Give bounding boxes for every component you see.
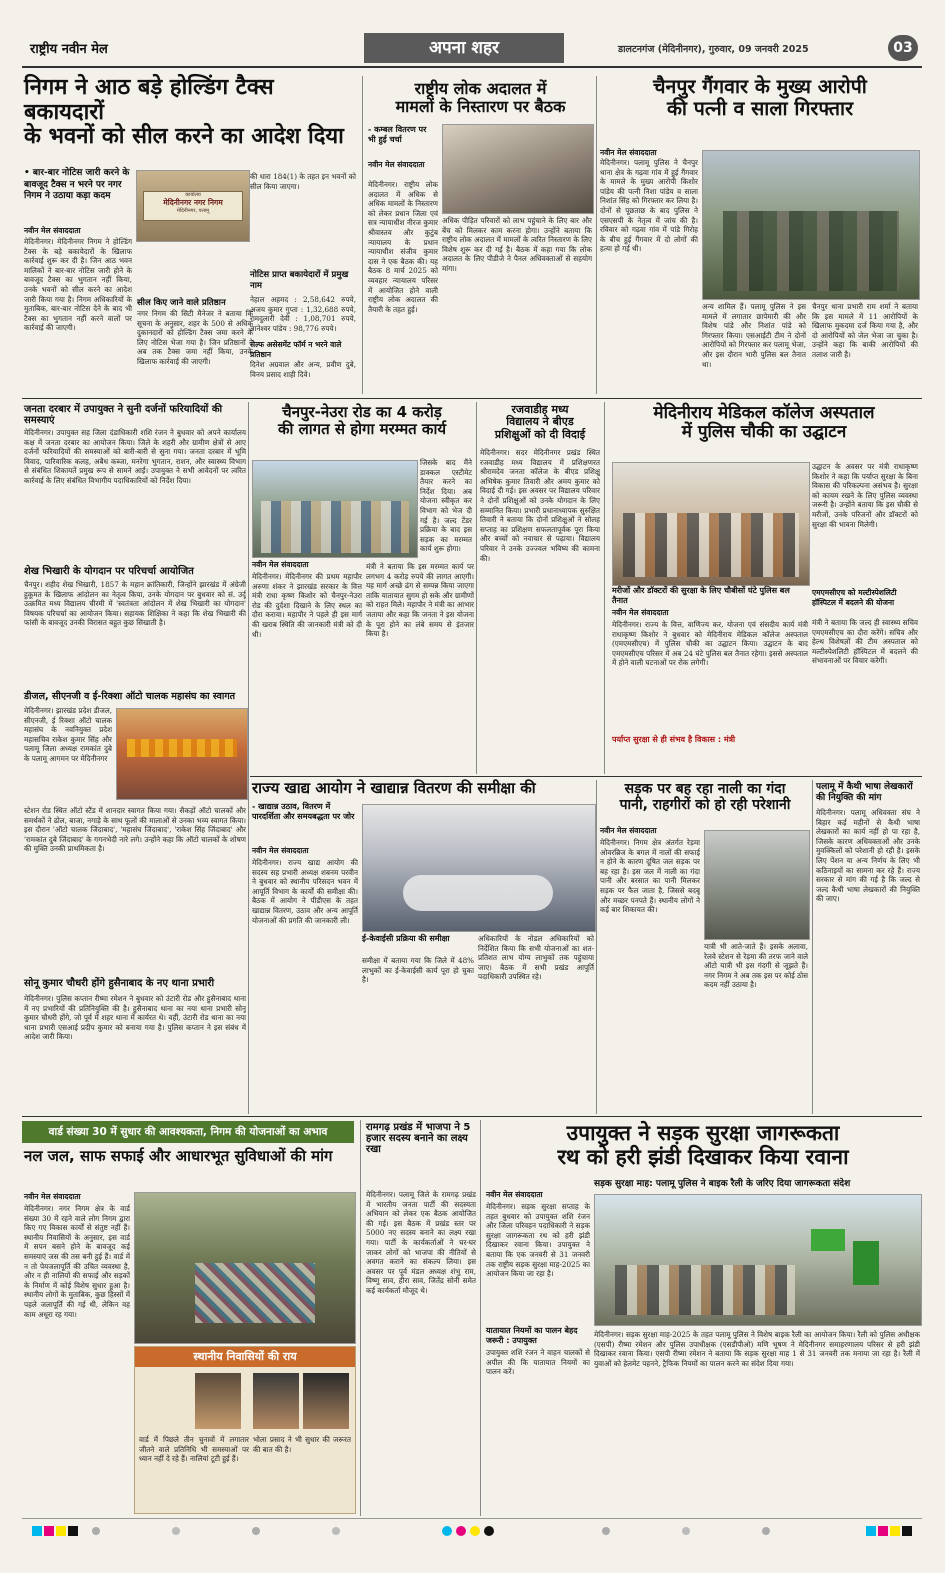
chainpur-headline-line1: चैनपुर गैंगवार के मुख्य आरोपी: [653, 75, 867, 98]
nala-photo-drain: [704, 830, 810, 940]
opinion-box-body-2: भोला प्रसाद ने भी सुधार की जरूरत की बात की है।: [253, 1435, 351, 1454]
road-byline: नवीन मेल संवाददाता: [252, 560, 309, 569]
seal-photo-nigam-office: [136, 170, 250, 242]
masthead: [22, 33, 922, 65]
ward-headline: नल जल, साफ सफाई और आधारभूत सुविधाओं की मांग: [24, 1147, 333, 1165]
diesel-headline: डीजल, सीएनजी व ई-रिक्शा ऑटो चालक महासंघ का स्वागत: [24, 691, 236, 702]
nigam-sign-sub: मेदिनीनगर, पलामू: [176, 208, 210, 214]
column-divider: [248, 402, 249, 1114]
column-divider: [604, 402, 605, 774]
paper-name: राष्ट्रीय नवीन मेल: [30, 42, 108, 57]
nala-headline-line1: सड़क पर बह रहा नाली का गंदा: [624, 781, 786, 797]
food-sub: ई-केवाईसी प्रक्रिया की समीक्षा: [362, 934, 450, 943]
registration-marks: [22, 1524, 922, 1538]
rally-body-bottom: मेदिनीनगर। सड़क सुरक्षा माह-2025 के तहत पलामू पुलिस ने विशेष बाइक रैली का आयोजन किया। रैली को पुलिस अधीक्षक (एसपी) रीष्मा रमेशन और पुलिस उपाधीक्षक (एसडीपीओ) मणि भूषण ने मेदिनीनगर समाहरणालय परिसर से हरी झंडी दिखाकर रवाना किया। एसपी रीष्मा रमेशन ने बताया कि सड़क सुरक्षा माह 1 से 31 जनवरी तक मनाया जा रहा है। रैली में युवाओं को हेलमेट पहनने, ट्रैफिक नियमों का पालन करने का संदेश दिया गया।: [594, 1330, 920, 1368]
seal-body: मेदिनीनगर। मेदिनीनगर निगम ने होल्डिंग टैक्स के बड़े बकायेदारों के खिलाफ कार्रवाई शुरू कर दी है। जिन आठ भवन मालिकों ने बार-बार नोटिस जारी होने के बावजूद टैक्स का भुगतान नहीं किया, उनके भवनों को सील करने का आदेश जारी किया गया है। निगम अधिकारियों के मुताबिक, बार-बार नोटिस देने के बाद भी टैक्स का भुगतान नहीं करने वालों पर कार्रवाई की जाएगी।: [24, 237, 132, 333]
medical-headline: [608, 404, 920, 442]
janta-headline: जनता दरबार में उपायुक्त ने सुनी दर्जनों फरियादियों की समस्याएं: [24, 404, 223, 427]
color-swatch-yellow: [890, 1526, 900, 1536]
officials-row: [623, 513, 799, 577]
rajwadih-headline-line2: विद्यालय ने बीएड: [506, 415, 574, 429]
lokadalat-byline: नवीन मेल संवाददाता: [368, 160, 425, 169]
nala-body-left: मेदिनीनगर। निगम क्षेत्र अंतर्गत रेड़मा ओवरब्रिज के बगल में नालों की सफाई न होने के कारण दूषित जल सड़क पर बह रहा है। इस जल में नाली का गंदा पानी और बरसात का पानी मिलकर सड़क पर फैल जाता है, जिससे बदबू और मच्छर पनपते हैं। स्थानीय लोगों ने कई बार शिकायत की।: [600, 838, 700, 915]
page-number: 03: [888, 35, 918, 61]
road-body-left: मेदिनीनगर। मेदिनीनगर की प्रथम महापौर अरुणा शंकर ने झारखंड सरकार के वित्त मंत्री राधा कृष्ण किशोर को चैनपुर-नेउरा रोड की दुर्दशा दिखाने के लिए स्थल का दौरा कराया। महापौर ने पहले ही इस मार्ग की खराब स्थिति की जानकारी मंत्री को दी थी।: [252, 572, 362, 639]
color-swatch-magenta: [44, 1526, 54, 1536]
sonu-body: मेदिनीनगर। पुलिस कप्तान रीष्मा रमेशन ने बुधवार को उंटारी रोड और हुसैनाबाद थाना में नए प्रभारियों की प्रतिनियुक्ति की है। हुसैनाबाद थाना का नया थाना प्रभारी सोनू कुमार चौधरी होंगे, जो पूर्व में शहर थाना में कार्यरत थे। वहीं, उंटारी रोड थाना का नया थाना प्रभारी एसआई प्रदीप कुमार को बनाया गया है। पुलिस कप्तान ने इस संबंध में आदेश जारी किया।: [24, 994, 246, 1042]
color-swatch-magenta: [878, 1526, 888, 1536]
bhasha-headline: पलामू में कैथी भाषा लेखकारों की नियुक्ति की मांग: [816, 782, 913, 803]
road-headline-line2: की लागत से होगा मरम्मत कार्य: [277, 419, 447, 438]
medical-body-right: उद्घाटन के अवसर पर मंत्री राधाकृष्ण किशोर ने कहा कि पर्याप्त सुरक्षा के बिना विकास की परिकल्पना असंभव है। सुरक्षा को कायम रखने के लिए पुलिस व्यवस्था जरूरी है। उन्होंने बताया कि इस चौकी से मरीजों, उनके परिजनों और डॉक्टरों को सुरक्षा की भावना मिलेगी।: [812, 462, 918, 529]
rally-kicker: सड़क सुरक्षा माह: पलामू पुलिस ने बाइक रैली के जरिए दिया जागरूकता संदेश: [594, 1179, 851, 1189]
medical-headline-line2: में पुलिस चौकी का उद्घाटन: [681, 422, 847, 443]
medical-sub: पर्याप्त सुरक्षा से ही संभव है विकास : मंत्री: [612, 735, 736, 744]
seal-kicker: • बार-बार नोटिस जारी करने के बावजूद टैक्स न भरने पर नगर निगम ने उठाया कड़ा कदम: [24, 168, 130, 201]
register-dot: [332, 1527, 340, 1535]
food-photo-meeting: [362, 804, 596, 932]
seal-sub3: नोटिस प्राप्त बकायेदारों में प्रमुख नाम: [250, 270, 349, 291]
section-name: अपना शहर: [429, 38, 499, 58]
row-rule: [250, 776, 922, 777]
rally-byline: नवीन मेल संवाददाता: [486, 1190, 543, 1199]
register-dot: [252, 1527, 260, 1535]
seal-byline: नवीन मेल संवाददाता: [24, 226, 81, 235]
color-swatch-yellow: [470, 1526, 480, 1536]
ward-photo-garbage: [134, 1192, 356, 1344]
ward-banner: [22, 1121, 354, 1143]
register-dot: [762, 1527, 770, 1535]
medical-headline-line1: मेदिनीराय मेडिकल कॉलेज अस्पताल: [653, 403, 875, 423]
lokadalat-headline-line1: राष्ट्रीय लोक अदालत में: [414, 79, 547, 98]
opinion-box-title: [135, 1347, 355, 1367]
police-figures: [723, 211, 899, 291]
register-dot: [682, 1527, 690, 1535]
rally-headline: [486, 1122, 920, 1169]
register-dot: [172, 1527, 180, 1535]
color-swatch-cyan: [866, 1526, 876, 1536]
rajwadih-headline-line1: रजवाडीह मध्य: [511, 403, 569, 416]
garbage-pile: [195, 1263, 315, 1323]
ward-opinion-box: [134, 1346, 356, 1514]
masthead-logo: [30, 39, 108, 57]
nala-byline: नवीन मेल संवाददाता: [600, 826, 657, 835]
seal-sub2-body: नगर निगम की सिटी मैनेजर ने बताया कि सूचना के अनुसार, शहर के 500 से अधिक दुकानदारों को होल्डिंग टैक्स जमा करने के लिए नोटिस भेजा गया है। जिन प्रतिष्ठानों ने अब तक टैक्स जमा नहीं किया, उनके खिलाफ कार्रवाई की जाएगी।: [137, 309, 253, 366]
color-swatch-black: [902, 1526, 912, 1536]
shaheed-body: चैनपुर। शहीद शेख भिखारी, 1857 के महान क्रांतिकारी, जिन्होंने झारखंड में अंग्रेजी हुकूमत के खिलाफ आंदोलन का नेतृत्व किया, उनके योगदान पर बुधवार को सं. उर्दू उत्क्रमित मध्य विद्यालय चीरमी में 'स्वतंत्रता आंदोलन में शेख भिखारी का योगदान' विषयक परिचर्चा का आयोजन किया। सहायक शिक्षिका ने कहा कि शेख भिखारी की फांसी के बावजूद उनकी विरासत बहुत कुछ सिखाती है।: [24, 580, 246, 628]
bike-riders: [615, 1265, 795, 1315]
seal-headline-line1: निगम ने आठ बड़े होल्डिंग टैक्स बकायदारों: [24, 75, 274, 125]
color-swatch-black: [484, 1526, 494, 1536]
green-flag-icon: [811, 1229, 845, 1251]
food-body-left: मेदिनीनगर। राज्य खाद्य आयोग की सदस्य सह प्रभारी अध्यक्ष शबनम परवीन ने बुधवार को स्थानीय परिसदन भवन में आपूर्ति विभाग के कार्यों की समीक्षा की। बैठक में आयोग ने पीडीएस के तहत खाद्यान्न वितरण, उठाव और अन्य आपूर्ति योजनाओं की प्रगति की जानकारी ली।: [252, 858, 358, 925]
opinion-box-title-text: स्थानीय निवासियों की राय: [193, 1350, 297, 1363]
nigam-sign-board: [143, 191, 243, 221]
seal-sub4-body: दिनेश अग्रवाल और अन्य, प्रवीण दुबे, विनय प्रसाद शाही दिवे।: [250, 360, 356, 379]
rally-sub: यातायात नियमों का पालन बेहद जरूरी : उपायुक्त: [486, 1326, 578, 1345]
chainpur-photo-arrest: [702, 150, 920, 300]
diesel-body-left: मेदिनीनगर। झारखंड प्रदेश डीजल, सीएनजी, ई रिक्शा ऑटो चालक महासंघ के नवनियुक्त प्रदेश महासचिव राकेश कुमार सिंह और पलामू जिला अध्यक्ष रामकांत दुबे के पलामू आगमन पर मेदिनीनगर: [24, 706, 112, 763]
food-kicker: - खाद्यान्न उठाव, वितरण में पारदर्शिता और समयबद्धता पर जोर: [252, 802, 355, 821]
lokadalat-kicker: - कम्बल वितरण पर भी हुई चर्चा: [368, 125, 427, 144]
ward-body: मेदिनीनगर। नगर निगम क्षेत्र के वार्ड संख्या 30 में रहने वाले लोग निगम द्वारा किए गए विकास कार्यों से संतुष्ट नहीं हैं। स्थानीय निवासियों के अनुसार, इस वार्ड में सपन बसने होने के बावजूद कई समस्याएं जस की तस बनी हुई हैं। वार्ड में न तो पेयजलापूर्ति की उचित व्यवस्था है, और न ही नालियों की सफाई और सड़कों के निर्माण में कोई विशेष सुधार हुआ है। स्थानीय लोगों के मुताबिक, कुछ हिस्सों में पहले जलापूर्ति की गई थी, लेकिन वह काम अधूरा रह गया।: [24, 1204, 130, 1319]
column-divider: [812, 780, 813, 1114]
food-body-mid: अधिकारियों के नोडल अधिकारियों को निर्देशित किया कि सभी योजनाओं का शत-प्रतिशत लाभ योग्य लाभुकों तक पहुंचाया जाए। बैठक में सभी प्रखंड आपूर्ति पदाधिकारी उपस्थित रहे।: [478, 934, 594, 982]
register-dot: [92, 1527, 100, 1535]
conference-table: [403, 875, 553, 911]
medical-sub2: एमएमसीएच को मल्टीस्पेशलिटी हॉस्पिटल में बदलने की योजना: [812, 588, 897, 607]
register-dot: [602, 1527, 610, 1535]
bjp-body: मेदिनीनगर। पलामू जिले के रामगढ़ प्रखंड में भारतीय जनता पार्टी की सदस्यता अभियान को लेकर एक बैठक आयोजित की गई। इस बैठक में प्रखंड स्तर पर 5000 नए सदस्य बनाने का लक्ष्य रखा गया। पार्टी के कार्यकर्ताओं ने घर-घर जाकर लोगों को भाजपा की नीतियों से अवगत कराने का संकल्प लिया। इस अवसर पर पूर्व मंडल अध्यक्ष शंभु राम, विष्णु साव, हीरा साव, जितेंद्र सोनी समेत कई कार्यकर्ता मौजूद थे।: [366, 1190, 476, 1295]
lokadalat-headline: [368, 80, 593, 116]
opinion-box-body: वार्ड में पिछले तीन चुनावों में लगातार जीतने वाले प्रतिनिधि भी समस्याओं पर ध्यान नहीं दे रहे हैं। नालियां टूटी हुई हैं।: [139, 1435, 249, 1464]
column-divider: [596, 76, 597, 394]
bhasha-body: मेदिनीनगर। पलामू अधिवक्ता संघ ने बिहार कई महीनों से कैथी भाषा लेखकारों का कार्य नहीं हो पा रहा है, जिसके कारण अधिवक्ताओं और उनके मुवक्किलों को परेशानी हो रही है। इसके लिए पेंशन या अन्य निर्णय के लिए भी कठिनाइयों का सामना कर रहे हैं। राज्य सरकार से मांग की गई है कि जल्द से जल्द कैथी भाषा लेखकारों की नियुक्ति की जाए।: [816, 808, 920, 904]
nigam-sign-small: कार्यालय: [185, 192, 201, 198]
lokadalat-body-left: मेदिनीनगर। राष्ट्रीय लोक अदालत में अधिक से अधिक मामलों के निस्तारण को लेकर प्रधान जिला एवं सत्र न्यायाधीश नीरज कुमार श्रीवास्तव और कुटुंब न्यायालय के प्रधान न्यायाधीश संजीव कुमार दास ने एक बैठक की। यह बैठक 8 मार्च 2025 को व्यवहार न्यायालय परिसर में आयोजित होने वाली राष्ट्रीय लोक अदालत की तैयारी के तहत हुई।: [368, 180, 438, 314]
row-rule: [22, 398, 922, 399]
chainpur-byline: नवीन मेल संवाददाता: [600, 148, 657, 157]
chainpur-headline-line2: की पत्नी व साला गिरफ्तार: [666, 96, 854, 120]
chainpur-headline: [600, 76, 920, 120]
chainpur-body-right: चैनपुर थाना प्रभारी राम शर्मा ने बताया कि इस मामले में 11 आरोपियों के खिलाफ मुकदमा दर्ज किया गया है, और दो आरोपियों को जेल भेजा जा चुका है। उन्होंने कहा कि बाकी आरोपियों की तलाश जारी है।: [812, 302, 918, 359]
seal-sub4: सेल्फ असेसमेंट फॉर्म न भरने वाले प्रतिष्ठान: [250, 340, 342, 359]
diesel-body: स्टेशन रोड स्थित ऑटो स्टैंड में शानदार स्वागत किया गया। सैकड़ों ऑटो चालकों और समर्थकों ने ढोल, बाजा, नगाड़े के साथ फूलों की मालाओं से उनका भव्य स्वागत किया। इस दौरान 'ऑटो चालक जिंदाबाद', 'महासंघ जिंदाबाद', 'राकेश सिंह जिंदाबाद' और 'रामकांत दुबे जिंदाबाद' के गगनभेदी नारे लगे। उन्होंने कहा कि ऑटो चालकों के शोषण की मुक्ति उनकी प्राथमिकता है।: [24, 806, 246, 854]
rajwadih-body: मेदिनीनगर। सदर मेदिनीनगर प्रखंड स्थित रजवाडीह मध्य विद्यालय में प्रशिक्षणरत श्रीरामदेव जनता कॉलेज के बीएड प्रशिक्षु अभिषेक कुमार तिवारी और अमय कुमार को विदाई दी गई। इस अवसर पर विद्यालय परिवार ने दोनों प्रशिक्षुओं को उनके योगदान के लिए सम्मानित किया। प्रभारी प्रधानाध्यापक सुरुक्षित तिवारी ने बताया कि दोनों प्रशिक्षुओं ने सोलह सप्ताह का प्रशिक्षण सफलतापूर्वक पूरा किया और बच्चों को नवाचार से पढ़ाया। विद्यालय परिवार ने उनके उज्ज्वल भविष्य की कामना की।: [480, 448, 600, 563]
seal-side-body: की धारा 184(1) के तहत इन भवनों को सील किया जाएगा।: [250, 172, 356, 191]
janta-body: मेदिनीनगर। उपायुक्त सह जिला दंडाधिकारी शशि रंजन ने बुधवार को अपने कार्यालय कक्ष में जनता दरबार का आयोजन किया। जिले के शहरी और ग्रामीण क्षेत्रों से आए दर्जनों फरियादियों की समस्याओं को बारी-बारी से सुना गया। जनता दरबार में भूमि विवाद, पारिवारिक कलह, अबैध कब्जा, मनरेगा भुगतान, राशन, और स्वास्थ्य विभाग से संबंधित शिकायतें प्रमुख रूप से सामने आईं। उपायुक्त ने सभी आवेदनों पर त्वरित कार्रवाई के लिए संबंधित विभागीय पदाधिकारियों को निर्देश दिया।: [24, 428, 246, 485]
rally-body-left: मेदिनीनगर। सड़क सुरक्षा सप्ताह के तहत बुधवार को उपायुक्त शशि रंजन और जिला परिवहन पदाधिकारी ने सड़क सुरक्षा जागरूकता रथ को हरी झंडी दिखाकर रवाना किया। उपायुक्त ने बताया कि एक जनवरी से 31 जनवरी तक राष्ट्रीय सड़क सुरक्षा माह-2025 का आयोजन किया जा रहा है।: [486, 1202, 590, 1279]
crowd-figures: [261, 501, 409, 553]
resident-avatar: [303, 1373, 349, 1429]
nigam-sign-text: मेदिनीनगर नगर निगम: [163, 198, 223, 207]
color-swatch-yellow: [56, 1526, 66, 1536]
masthead-rule: [22, 66, 922, 68]
food-sub-body: समीक्षा में बताया गया कि जिले में 48% लाभुकों का ई-केवाईसी कार्य पूरा हो चुका है।: [362, 956, 474, 985]
food-byline: नवीन मेल संवाददाता: [252, 846, 309, 855]
road-body-right: मंत्री ने बताया कि इस मरम्मत कार्य पर लगभग 4 करोड़ रुपये की लागत आएगी। यह मार्ग अच्छे ढंग से सम्पन्न किया जाएगा ताकि यातायात सुगम हो सके और ग्रामीणों को राहत मिले। महापौर ने मंत्री का आभार जताया और कहा कि जनता ने इस योजना के पूरा होने का लंबे समय से इंतजार किया है।: [366, 562, 474, 639]
medical-caption: मरीजों और डॉक्टरों की सुरक्षा के लिए चौबीसों घंटे पुलिस बल तैनात: [612, 586, 790, 605]
nala-headline: [600, 782, 810, 813]
rajwadih-headline-line3: प्रशिक्षुओं को दी विदाई: [494, 427, 586, 441]
row-rule: [22, 1116, 922, 1117]
green-flag-icon: [853, 1241, 879, 1285]
medical-photo-inauguration: [612, 462, 810, 586]
dateline: डालटनगंज (मेदिनीनगर), गुरुवार, 09 जनवरी 2025: [618, 44, 809, 55]
color-swatch-cyan: [442, 1526, 452, 1536]
lokadalat-body-right: अधिक पीड़ित परिवारों को लाभ पहुंचाने के लिए बार और बेंच को मिलकर काम करना होगा। उन्होंने बताया कि राष्ट्रीय लोक अदालत में मामलों के त्वरित निस्तारण के लिए विशेष शुरू कर दी गई है। बैठक में कहा गया कि लोक अदालत के लिए पीडीजे ने पैनल अधिवक्ताओं से सहयोग मांगा।: [442, 216, 592, 273]
lokadalat-photo-meeting: [442, 124, 594, 214]
footer-rule: [22, 1518, 922, 1519]
sonu-headline: सोनू कुमार चौधरी होंगे हुसैनाबाद के नए थाना प्रभारी: [24, 978, 215, 989]
ward-byline: नवीन मेल संवाददाता: [24, 1192, 81, 1201]
medical-body-left: मेदिनीनगर। राज्य के वित्त, वाणिज्य कर, योजना एवं संसदीय कार्य मंत्री राधाकृष्ण किशोर ने बुधवार को मेदिनीराय मेडिकल कॉलेज अस्पताल (एमएमसीएच) में पुलिस चौकी का उद्घाटन किया। उद्घाटन के बाद एमएमसीएच परिसर में अब 24 घंटे पुलिस बल तैनात रहेगा। इससे अस्पताल में होने वाली घटनाओं पर रोक लगेगी।: [612, 620, 808, 668]
rally-photo-flagoff: [594, 1194, 922, 1326]
ward-banner-text: वार्ड संख्या 30 में सुधार की आवश्यकता, निगम की योजनाओं का अभाव: [48, 1126, 328, 1138]
road-body-top: जिसके बाद मैंने डाक्कल एस्टीमेट तैयार करने का निर्देश दिया। अब योजना स्वीकृत कर विभाग को भेज दी गई है। जल्द टेंडर प्रक्रिया के बाद इस सड़क का मरम्मत कार्य शुरू होगा।: [420, 458, 472, 554]
rally-headline-line1: उपायुक्त ने सड़क सुरक्षा जागरूकता: [566, 1121, 840, 1145]
column-divider: [362, 76, 363, 394]
diesel-photo-welcome: [116, 708, 248, 800]
resident-avatar: [253, 1373, 299, 1429]
road-photo-inspection: [252, 460, 418, 558]
column-divider: [360, 1120, 361, 1516]
food-headline: राज्य खाद्य आयोग ने खाद्यान्न वितरण की समीक्षा की: [252, 779, 536, 797]
color-swatch-black: [68, 1526, 78, 1536]
rally-headline-line2: रथ को हरी झंडी दिखाकर किया रवाना: [557, 1144, 849, 1169]
column-divider: [596, 780, 597, 1114]
color-swatch-magenta: [456, 1526, 466, 1536]
column-divider: [476, 402, 477, 774]
road-headline: [252, 404, 472, 438]
color-swatch-cyan: [32, 1526, 42, 1536]
section-banner: [364, 33, 564, 63]
marigold-garlands: [127, 739, 237, 757]
chainpur-body-mid: अन्य शामिल हैं। पलामू पुलिस ने इस मामले में लगातार छापेमारी की और विशेष पांडे और निशांत पांडे को गिरफ्तार किया। एसआईटी टीम ने दोनों आरोपियों को गिरफ्तार कर पलामू भेजा, और इस दौरान भारी पुलिस बल तैनात था।: [702, 302, 806, 369]
chainpur-body-left: मेदिनीनगर। पलामू पुलिस ने चैनपुर थाना क्षेत्र के गढ़वा गांव में हुई गैंगवार के मामले के मुख्य आरोपी किशोर पांडेय की पत्नी निशा पांडेय व साला निशांत सिंह को गिरफ्तार कर लिया है। दोनों से पूछताछ के बाद पुलिस ने एसएसपी के नेतृत्व में जांच की है। रविवार को गढ़वा गांव में पांडे गिरोह के बीच हुई गैंगवार में दो लोगों की हत्या हो गई थी।: [600, 158, 698, 254]
lokadalat-headline-line2: मामलों के निस्तारण पर बैठक: [395, 96, 566, 116]
shaheed-headline: शेख भिखारी के योगदान पर परिचर्चा आयोजित: [24, 566, 194, 577]
medical-byline: नवीन मेल संवाददाता: [612, 608, 669, 617]
seal-sub2: सील किए जाने वाले प्रतिष्ठान: [137, 298, 226, 308]
rally-sub-body: उपायुक्त शशि रंजन ने वाहन चालकों से अपील की कि यातायात नियमों का पालन करें।: [486, 1348, 590, 1377]
nala-headline-line2: पानी, राहगीरों को हो रही परेशानी: [619, 796, 791, 813]
seal-sub3-body: नेहाल अहमद : 2,58,642 रुपये, अजय कुमार गुप्ता : 1,32,688 रुपये, रामदुलारी देवी : 1,08,701 रुपये, ज्ञानेश्वर पांडेय : 98,776 रुपये।: [250, 295, 356, 333]
rajwadih-headline: [480, 404, 600, 441]
resident-avatar: [195, 1373, 241, 1429]
road-headline-line1: चैनपुर-नेउरा रोड का 4 करोड़: [282, 403, 442, 421]
column-divider: [480, 1120, 481, 1516]
seal-headline-line2: के भवनों को सील करने का आदेश दिया: [24, 124, 344, 150]
seal-headline: [24, 76, 359, 150]
bjp-headline: रामगढ़ प्रखंड में भाजपा ने 5 हजार सदस्य बनाने का लक्ष्य रखा: [366, 1122, 471, 1156]
medical-sub2-body: मंत्री ने बताया कि जल्द ही स्वास्थ्य सचिव एमएमसीएच का दौरा करेंगे। सचिव और हेल्थ विशेषज्ञों की टीम अस्पताल को मल्टीस्पेशलिटी हॉस्पिटल में बदलने की संभावनाओं पर विचार करेगी।: [812, 618, 918, 666]
nala-body-right: यात्री भी आते-जाते हैं। इसके अलावा, रेलवे स्टेशन से रेड़मा की तरफ जाने वाले ऑटो यात्री भी इस गंदगी से जूझते हैं। नगर निगम ने अब तक इस पर कोई ठोस कदम नहीं उठाया है।: [704, 942, 808, 990]
